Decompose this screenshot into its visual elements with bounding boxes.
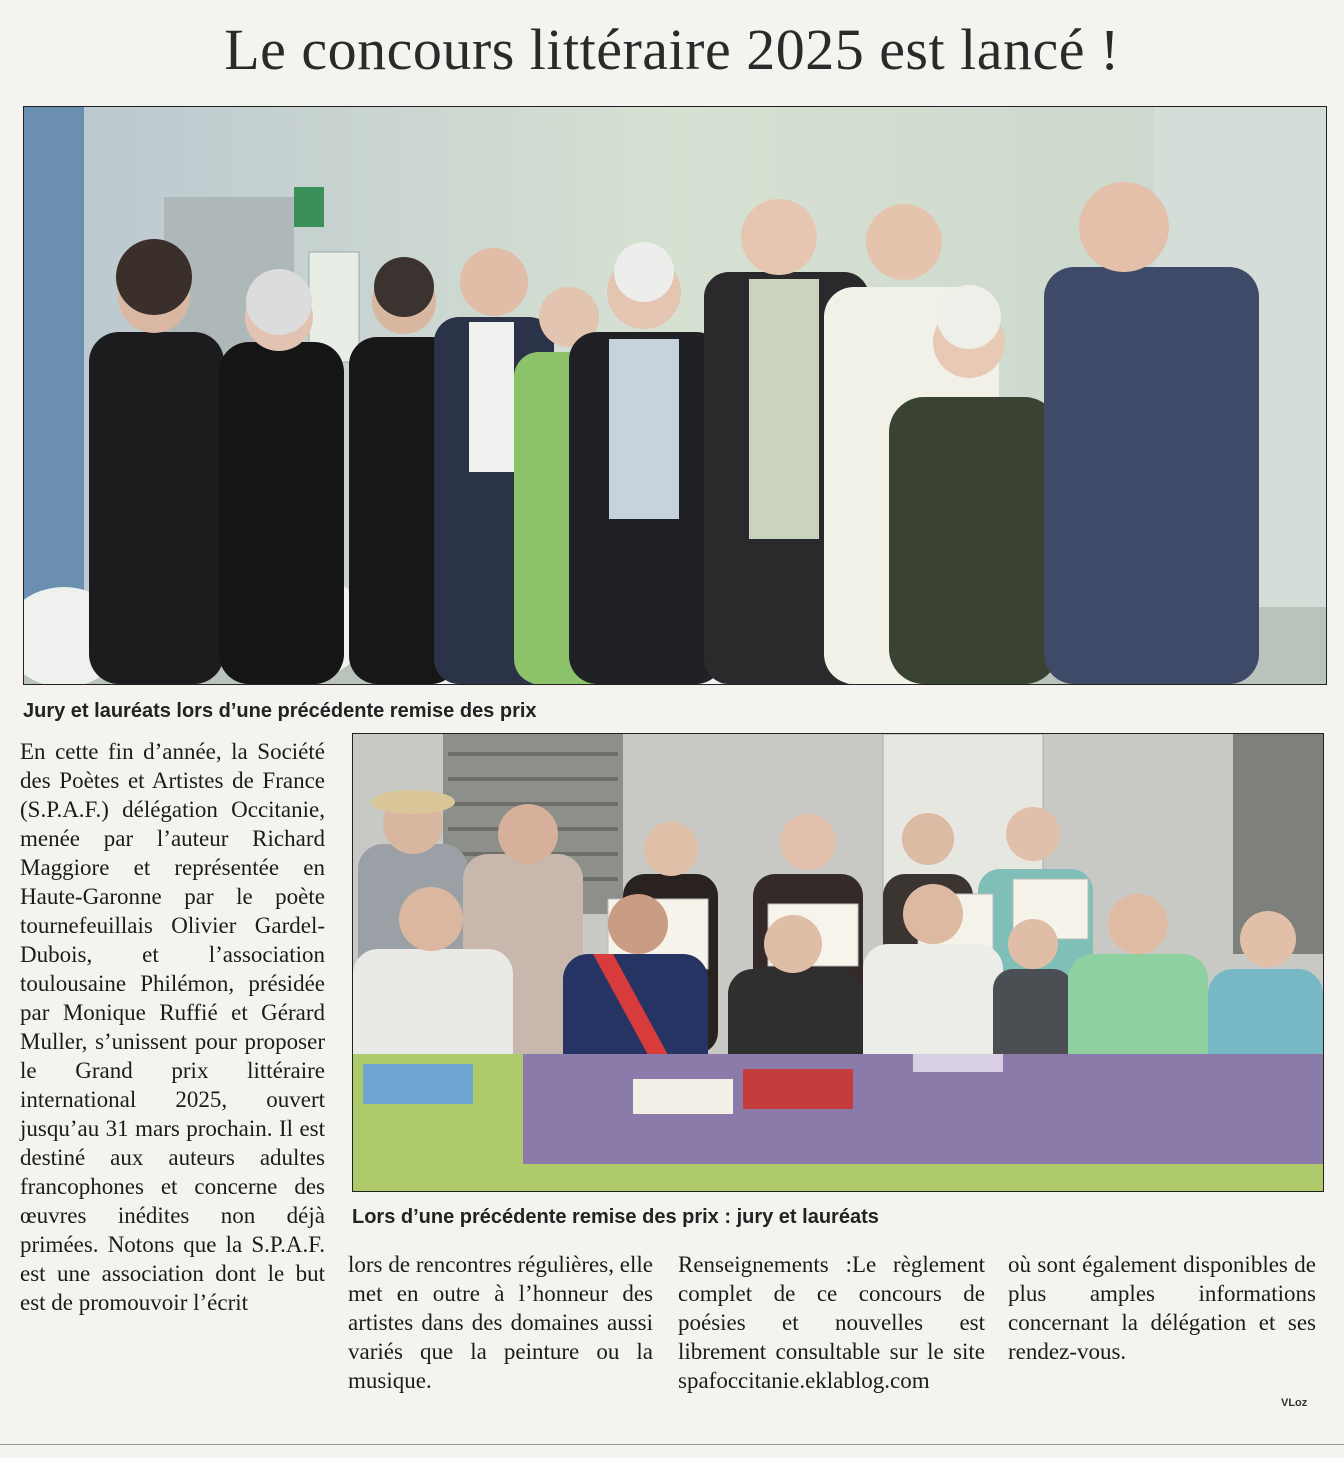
article-column-1 — [20, 737, 325, 1317]
photo-jury-laureates — [23, 106, 1327, 685]
article-column-4 — [1008, 1250, 1316, 1366]
author-credit: VLoz — [1281, 1397, 1308, 1409]
article-text-col3: Renseignements :Le règlement complet de ce concours de poésies et nouvelles est librement consultable sur le site spafoccitanie.eklablog.com — [678, 1252, 985, 1393]
bottom-rule — [0, 1444, 1344, 1445]
headline: Le concours littéraire 2025 est lancé ! — [224, 17, 1120, 82]
article-text-col2: lors de rencontres régulières, elle met en outre à l’honneur des artistes dans des domaines aussi variés que la peinture ou la musique. — [348, 1252, 653, 1393]
photo-award-ceremony — [352, 733, 1324, 1192]
article-column-3 — [678, 1250, 985, 1395]
photo2-caption: Lors d’une précédente remise des prix : jury et lauréats — [352, 1206, 879, 1228]
article-text-col1: En cette fin d’année, la Société des Poètes et Artistes de France (S.P.A.F.) délégation Occitanie, menée par l’auteur Richard Maggiore et représentée en Haute-Garonne par le poète tournefeuillais Olivier Gardel-Dubois, et l’association toulousaine Philémon, présidée par Monique Ruffié et Gérard Muller, s’unissent pour proposer le Grand prix littéraire international 2025, ouvert jusqu’au 31 mars prochain. Il est destiné aux auteurs adultes francophones et concerne des œuvres inédites non déjà primées. Notons que la S.P.A.F. est une association dont le but est de promouvoir l’écrit — [20, 739, 325, 1315]
article-column-2 — [348, 1250, 653, 1395]
article-text-col4: où sont également disponibles de plus amples informations concernant la délégation et ses rendez-vous. — [1008, 1252, 1316, 1364]
photo1-caption: Jury et lauréats lors d’une précédente remise des prix — [23, 700, 537, 722]
